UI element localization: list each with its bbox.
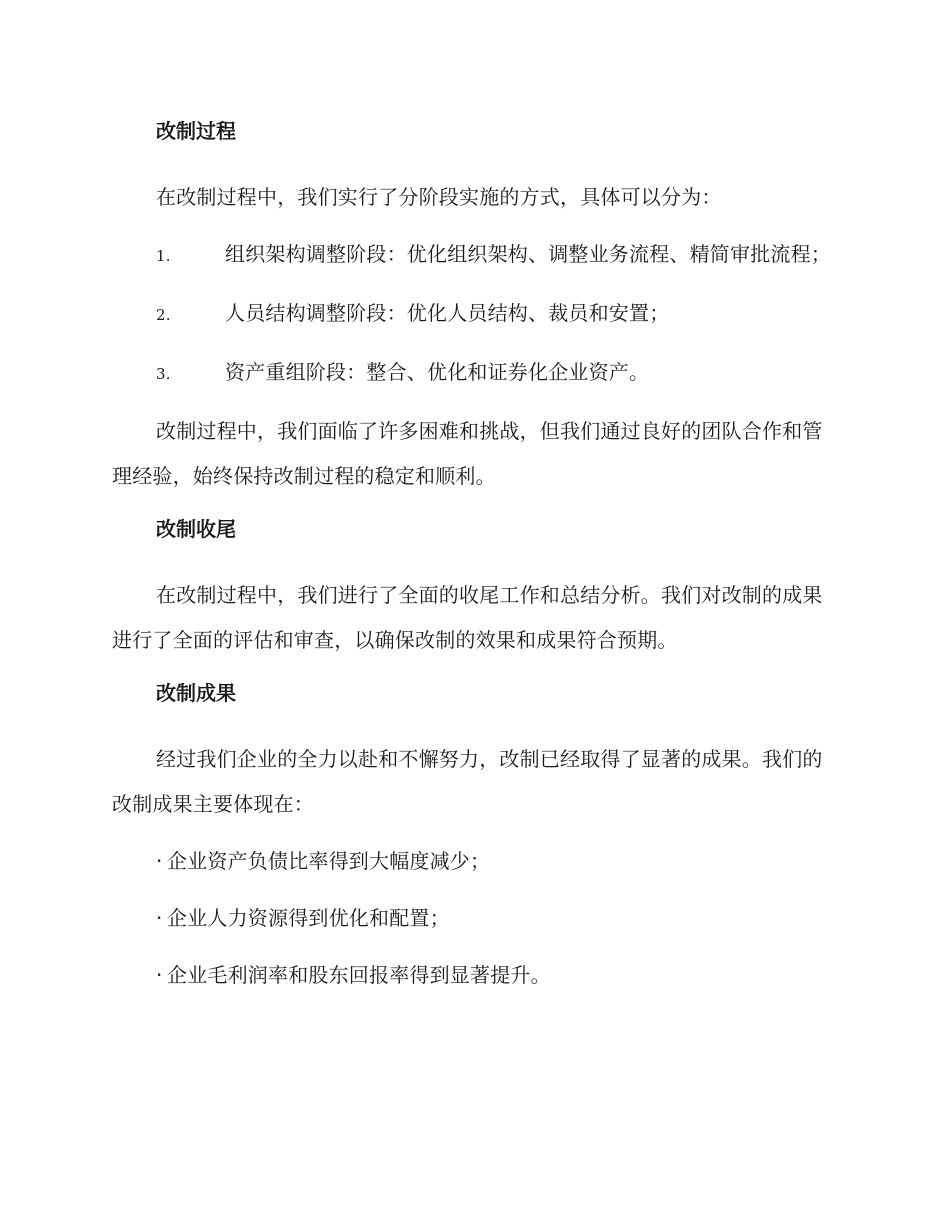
list-item xyxy=(156,953,832,998)
list-item-text: 企业人力资源得到优化和配置； xyxy=(167,906,450,930)
list-item-text: 企业资产负债比率得到大幅度减少； xyxy=(167,849,491,873)
list-item xyxy=(112,350,832,397)
process-intro-paragraph: 在改制过程中，我们实行了分阶段实施的方式，具体可以分为： xyxy=(156,185,722,209)
wrapup-paragraph: 在改制过程中，我们进行了全面的收尾工作和总结分析。我们对改制的成果进行了全面的评估和审查，以确保改制的效果和成果符合预期。 xyxy=(112,583,823,652)
list-item-text: 人员结构调整阶段：优化人员结构、裁员和安置； xyxy=(225,301,670,325)
results-paragraph: 经过我们企业的全力以赴和不懈努力，改制已经取得了显著的成果。我们的改制成果主要体现在： xyxy=(112,747,823,816)
list-item-number: 2. xyxy=(156,306,171,324)
list-item-number: 1. xyxy=(156,247,171,265)
results-bullet-list xyxy=(112,839,832,998)
section-heading-wrapup: 改制收尾 xyxy=(156,517,236,541)
process-steps-list xyxy=(112,232,832,397)
bullet-icon: · xyxy=(156,963,163,987)
list-item-text: 组织架构调整阶段：优化组织架构、调整业务流程、精简审批流程； xyxy=(225,242,831,266)
list-item xyxy=(112,232,832,279)
list-item-number: 3. xyxy=(156,365,171,383)
bullet-icon: · xyxy=(156,906,163,930)
list-item xyxy=(112,291,832,338)
bullet-icon: · xyxy=(156,849,163,873)
section-heading-process: 改制过程 xyxy=(156,119,236,143)
list-item-text: 资产重组阶段：整合、优化和证券化企业资产。 xyxy=(225,360,650,384)
list-item xyxy=(156,896,832,941)
process-closing-paragraph: 改制过程中，我们面临了许多困难和挑战，但我们通过良好的团队合作和管理经验，始终保持改制过程的稳定和顺利。 xyxy=(112,419,823,488)
list-item-text: 企业毛利润率和股东回报率得到显著提升。 xyxy=(167,963,551,987)
list-item xyxy=(156,839,832,884)
section-heading-results: 改制成果 xyxy=(156,681,236,705)
